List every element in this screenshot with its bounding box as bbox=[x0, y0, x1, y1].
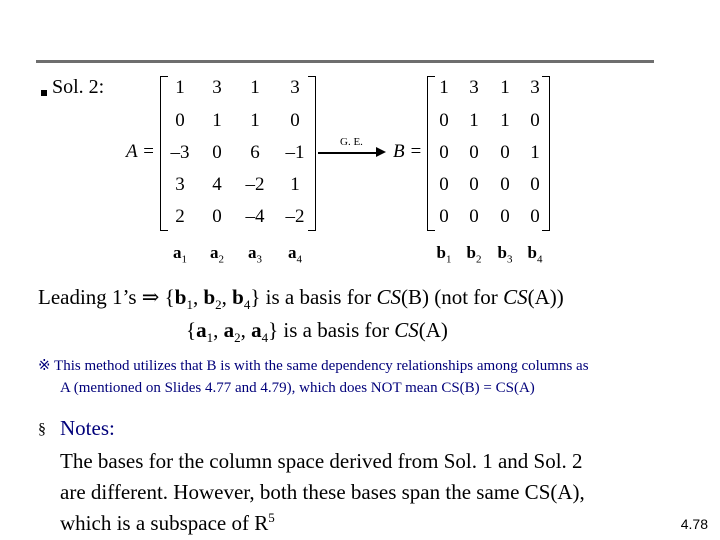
matrix-b-cell: 0 bbox=[439, 142, 449, 163]
arrow-label: G. E. bbox=[340, 136, 363, 148]
matrix-a-cell: –2 bbox=[245, 174, 265, 195]
leading-prefix: Leading 1’s ⇒ { bbox=[38, 285, 175, 309]
matrix-b-cell: 1 bbox=[500, 110, 510, 131]
leading-ones-line bbox=[38, 285, 564, 313]
column-label-sub: 2 bbox=[218, 253, 224, 266]
notes-heading: Notes: bbox=[60, 416, 115, 440]
remark-line-1 bbox=[38, 356, 589, 375]
matrix-b-column-label bbox=[528, 243, 543, 265]
matrix-a-cell: 2 bbox=[175, 206, 185, 227]
matrix-a-cell: 3 bbox=[175, 174, 185, 195]
column-label-sub: 3 bbox=[506, 253, 513, 266]
column-label-letter: a bbox=[288, 243, 297, 262]
matrix-a-cell: –1 bbox=[285, 142, 305, 163]
arrow-head-icon bbox=[376, 147, 386, 157]
column-label-letter: b bbox=[436, 243, 446, 262]
a4-sub: 4 bbox=[261, 330, 269, 346]
remark-mark-icon: ※ bbox=[38, 358, 51, 374]
matrix-b-cell: 0 bbox=[469, 142, 479, 163]
notes-line-3-text: which is a subspace of R bbox=[60, 511, 269, 535]
matrix-b-lhs: B = bbox=[393, 141, 423, 162]
title-rule bbox=[36, 60, 654, 63]
sep: , bbox=[240, 318, 252, 342]
matrix-a-cell: 1 bbox=[250, 110, 260, 131]
notes-line-2: are different. However, both these bases span the same CS(A), bbox=[60, 480, 585, 504]
a1-sub: 1 bbox=[206, 330, 214, 346]
matrix-a-column-label bbox=[210, 243, 224, 265]
matrix-b-cell: 0 bbox=[439, 110, 449, 131]
matrix-a-cell: 0 bbox=[212, 142, 222, 163]
paren-note: (not for bbox=[428, 285, 504, 309]
matrix-a-cell: 1 bbox=[290, 174, 300, 195]
cs-arg: (A) bbox=[418, 318, 448, 342]
matrix-b-cell: 1 bbox=[469, 110, 479, 131]
cs-b-arg: (B) bbox=[400, 285, 429, 309]
sep: , bbox=[213, 318, 224, 342]
sep: , bbox=[192, 285, 204, 309]
brace-open: { bbox=[186, 318, 197, 342]
matrix-b-cell: 0 bbox=[469, 174, 479, 195]
matrix-b-cell: 3 bbox=[469, 77, 479, 98]
column-label-letter: a bbox=[173, 243, 182, 262]
matrix-b-cell: 1 bbox=[530, 142, 540, 163]
a2-vector: a bbox=[223, 318, 235, 342]
matrix-b-cell: 0 bbox=[439, 174, 449, 195]
notes-line-3 bbox=[60, 510, 275, 536]
remark-text-1: This method utilizes that B is with the same dependency relationships among columns as bbox=[50, 358, 589, 374]
b1-vector: b bbox=[174, 285, 187, 309]
notes-bullet-icon: § bbox=[38, 421, 46, 438]
matrix-b-cell: 0 bbox=[500, 174, 510, 195]
matrix-a-cell: 3 bbox=[212, 77, 222, 98]
column-label-sub: 3 bbox=[256, 253, 262, 266]
basis-a-line bbox=[186, 318, 448, 346]
matrix-a-column-label bbox=[288, 243, 302, 265]
matrix-a-lhs: A = bbox=[126, 141, 155, 162]
b2-sub: 2 bbox=[215, 297, 222, 313]
bullet-square-icon bbox=[41, 90, 47, 96]
matrix-b-cell: 1 bbox=[500, 77, 510, 98]
column-label-sub: 4 bbox=[296, 253, 302, 266]
matrix-a-cell: 6 bbox=[250, 142, 260, 163]
matrix-b-cell: 0 bbox=[530, 110, 540, 131]
matrix-b-cell: 0 bbox=[530, 174, 540, 195]
column-label-sub: 1 bbox=[181, 253, 187, 266]
b1-sub: 1 bbox=[186, 297, 193, 313]
matrix-a-cell: 4 bbox=[212, 174, 222, 195]
sep: , bbox=[221, 285, 233, 309]
matrix-a-cell: 0 bbox=[212, 206, 222, 227]
b4-vector: b bbox=[232, 285, 244, 309]
column-label-sub: 4 bbox=[536, 253, 543, 266]
matrix-b-column-label bbox=[437, 243, 452, 265]
matrix-b-column-label bbox=[467, 243, 482, 265]
column-label-sub: 2 bbox=[475, 253, 482, 266]
matrix-a-cell: 1 bbox=[175, 77, 185, 98]
matrix-a-cell: 1 bbox=[250, 77, 260, 98]
column-label-letter: b bbox=[497, 243, 507, 262]
column-label-letter: a bbox=[210, 243, 219, 262]
solution-label: Sol. 2: bbox=[52, 76, 105, 98]
cs: CS bbox=[394, 318, 419, 342]
matrix-b-cell: 0 bbox=[500, 206, 510, 227]
column-label-letter: a bbox=[248, 243, 257, 262]
notes-line-1: The bases for the column space derived from Sol. 1 and Sol. 2 bbox=[60, 449, 583, 473]
slide-number: 4.78 bbox=[680, 516, 708, 532]
b4-sub: 4 bbox=[243, 297, 251, 313]
column-label-letter: b bbox=[527, 243, 537, 262]
a1-vector: a bbox=[196, 318, 207, 342]
matrix-a-cell: 3 bbox=[290, 77, 300, 98]
basis-text: } is a basis for bbox=[268, 318, 395, 342]
matrix-b-cell: 0 bbox=[469, 206, 479, 227]
a2-sub: 2 bbox=[234, 330, 241, 346]
a4-vector: a bbox=[251, 318, 262, 342]
matrix-a-cell: 0 bbox=[290, 110, 300, 131]
matrix-a-column-label bbox=[173, 243, 187, 265]
matrix-b-cell: 0 bbox=[500, 142, 510, 163]
matrix-b-cell: 0 bbox=[530, 206, 540, 227]
matrix-a-cell: –3 bbox=[170, 142, 190, 163]
cs-a-arg: (A) bbox=[527, 285, 557, 309]
notes-superscript: 5 bbox=[268, 510, 275, 525]
column-label-letter: b bbox=[466, 243, 476, 262]
matrix-b-cell: 0 bbox=[439, 206, 449, 227]
arrow-line bbox=[318, 152, 378, 154]
b2-vector: b bbox=[203, 285, 216, 309]
matrix-a-cell: 1 bbox=[212, 110, 222, 131]
matrix-b-column-label bbox=[498, 243, 513, 265]
matrix-b-cell: 1 bbox=[439, 77, 449, 98]
matrix-a-cell: 0 bbox=[175, 110, 185, 131]
matrix-a-cell: –4 bbox=[245, 206, 265, 227]
paren-close: ) bbox=[556, 285, 564, 309]
basis-text: } is a basis for bbox=[250, 285, 377, 309]
remark-line-2: A (mentioned on Slides 4.77 and 4.79), which does NOT mean CS(B) = CS(A) bbox=[60, 380, 535, 396]
cs-a: CS bbox=[503, 285, 528, 309]
matrix-a-column-label bbox=[248, 243, 262, 265]
column-label-sub: 1 bbox=[445, 253, 452, 266]
cs-b: CS bbox=[376, 285, 401, 309]
matrix-b-cell: 3 bbox=[530, 77, 540, 98]
matrix-a-cell: –2 bbox=[285, 206, 305, 227]
